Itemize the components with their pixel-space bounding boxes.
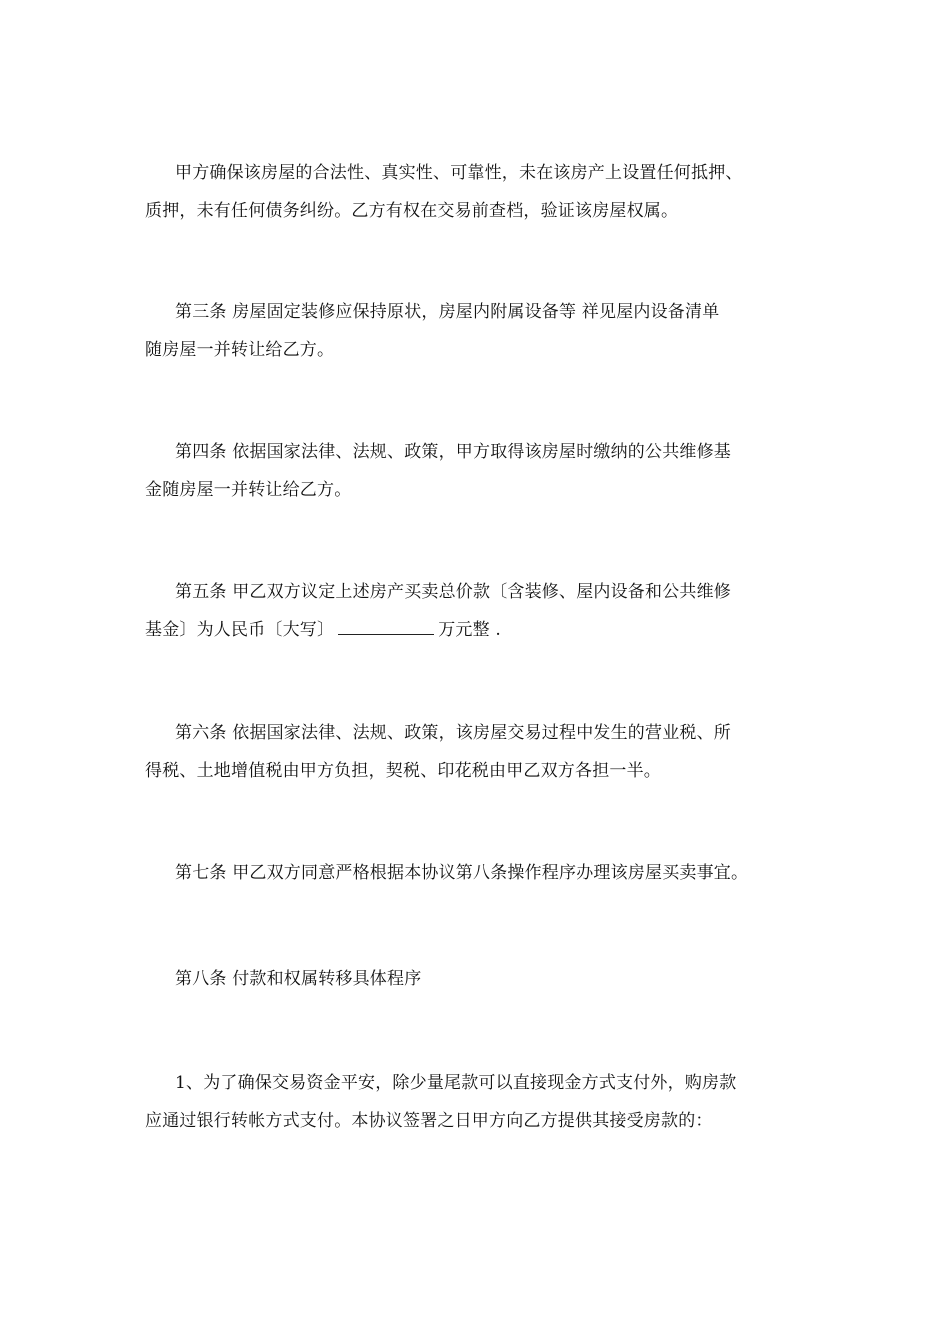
price-unit: 万元整 .: [438, 620, 502, 640]
paragraph-line: [145, 611, 810, 649]
paragraph-line: 甲方确保该房屋的合法性、真实性、可靠性，未在该房产上设置任何抵押、: [175, 163, 743, 183]
paragraph-article-7: [145, 854, 810, 892]
paragraph-line: 第七条 甲乙双方同意严格根据本协议第八条操作程序办理该房屋买卖事宜。: [175, 863, 749, 883]
paragraph-line: 质押，未有任何债务纠纷。乙方有权在交易前查档，验证该房屋权属。: [145, 201, 679, 221]
price-blank-field: [338, 620, 434, 635]
paragraph-line: 第八条 付款和权属转移具体程序: [175, 969, 422, 989]
paragraph-line: 第六条 依据国家法律、法规、政策，该房屋交易过程中发生的营业税、所: [175, 723, 732, 743]
paragraph-line: 应通过银行转帐方式支付。本协议签署之日甲方向乙方提供其接受房款的：: [145, 1111, 713, 1131]
paragraph-article-8: [145, 960, 810, 998]
paragraph-article-3: [145, 293, 810, 369]
paragraph-article-5: [145, 573, 810, 649]
paragraph-line: 第五条 甲乙双方议定上述房产买卖总价款〔含装修、屋内设备和公共维修: [175, 582, 732, 602]
paragraph-line: 得税、土地增值税由甲方负担，契税、印花税由甲乙双方各担一半。: [145, 761, 661, 781]
paragraph-clause-1: [145, 1064, 810, 1140]
paragraph-article-6: [145, 714, 810, 790]
paragraph-article-4: [145, 433, 810, 509]
price-label: 基金〕为人民币〔大写〕: [145, 620, 335, 640]
paragraph-line: 随房屋一并转让给乙方。: [145, 340, 335, 360]
paragraph-line: 1、为了确保交易资金平安，除少量尾款可以直接现金方式支付外，购房款: [175, 1073, 737, 1093]
paragraph-guarantee: [145, 154, 810, 230]
paragraph-line: 第四条 依据国家法律、法规、政策，甲方取得该房屋时缴纳的公共维修基: [175, 442, 732, 462]
paragraph-line: 第三条 房屋固定装修应保持原状，房屋内附属设备等 祥见屋内设备清单: [175, 302, 720, 322]
paragraph-line: 金随房屋一并转让给乙方。: [145, 480, 352, 500]
